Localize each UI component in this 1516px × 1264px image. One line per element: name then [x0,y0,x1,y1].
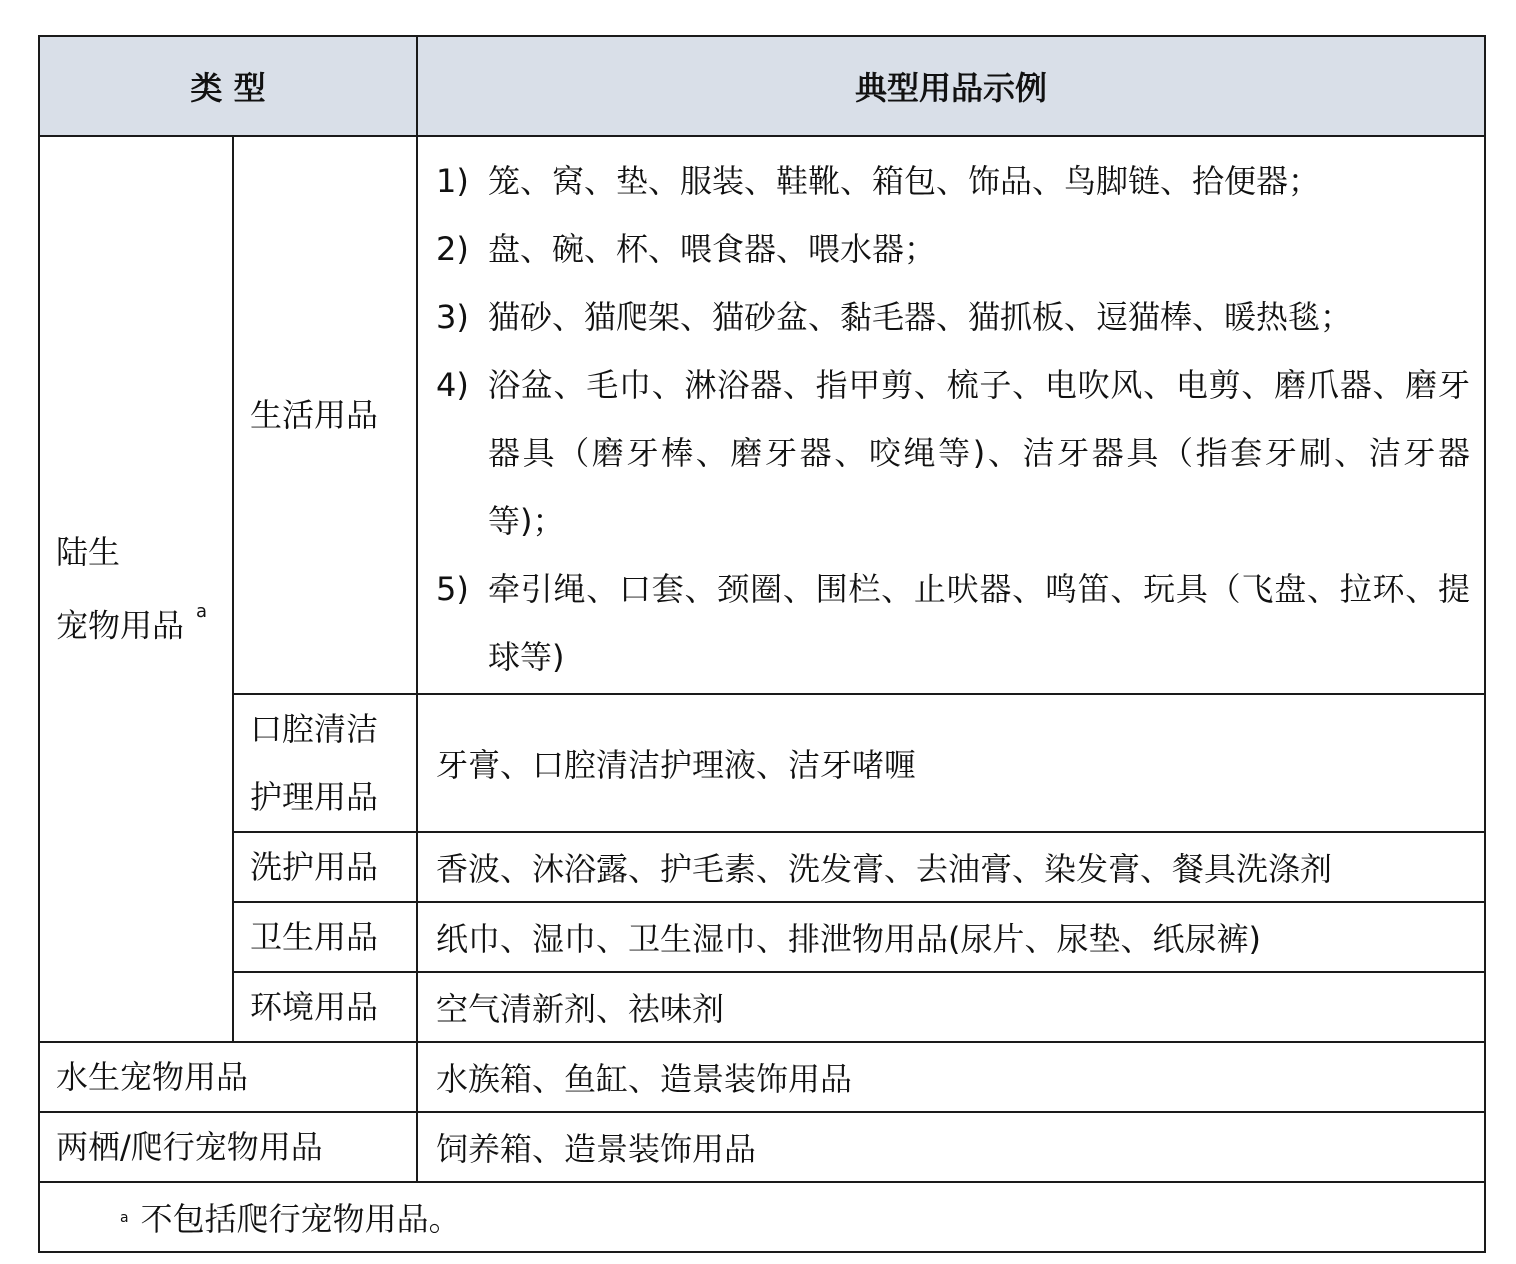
list-item-text: 猫砂、猫爬架、猫砂盆、黏毛器、猫抓板、逗猫棒、暖热毯； [488,298,1353,336]
list-item-text: 盘、碗、杯、喂食器、喂水器； [488,230,937,268]
list-item [436,555,1470,691]
category-terrestrial-line1: 陆生 [56,533,121,572]
examples-environment [417,972,1485,1042]
table-row [39,902,1485,972]
subcategory-environment-label: 环境用品 [250,988,379,1026]
header-examples [417,36,1485,136]
header-type [39,36,417,136]
subcategory-environment [233,972,417,1042]
list-item-text: 牵引绳、口套、颈圈、围栏、止吠器、鸣笛、玩具（飞盘、拉环、提球等) [488,570,1470,676]
examples-hygiene [417,902,1485,972]
category-reptile [39,1112,417,1182]
list-item [436,283,1470,351]
subcategory-oral-care [233,694,417,832]
table-row [39,972,1485,1042]
list-item-number: 3) [436,298,469,336]
footnote-text: 不包括爬行宠物用品。 [140,1200,461,1238]
list-item-number: 4) [436,366,469,404]
list-item-text: 笼、窝、垫、服装、鞋靴、箱包、饰品、鸟脚链、拾便器； [488,162,1321,200]
footnote-mark: a [196,601,208,623]
pet-supplies-table [38,35,1486,1253]
examples-hygiene-text: 纸巾、湿巾、卫生湿巾、排泄物用品(尿片、尿垫、纸尿裤) [436,920,1261,958]
examples-reptile [417,1112,1485,1182]
examples-reptile-text: 饲养箱、造景装饰用品 [436,1130,757,1168]
subcategory-washing [233,832,417,902]
footnote [39,1182,1485,1252]
header-type-label: 类 型 [190,69,266,107]
list-item [436,147,1470,215]
table-row [39,1042,1485,1112]
table-row [39,694,1485,832]
list-item-number: 1) [436,162,469,200]
subcategory-hygiene [233,902,417,972]
list-item-text: 浴盆、毛巾、淋浴器、指甲剪、梳子、电吹风、电剪、磨爪器、磨牙器具（磨牙棒、磨牙器、咬绳等)、洁牙器具（指套牙刷、洁牙器等)； [488,366,1470,540]
category-terrestrial [39,136,233,1042]
header-row [39,36,1485,136]
list-item-number: 5) [436,570,469,608]
list-item [436,351,1470,555]
category-reptile-label: 两栖/爬行宠物用品 [56,1128,323,1166]
subcategory-daily [233,136,417,694]
footnote-marker: a [120,1210,129,1226]
table-row [39,1112,1485,1182]
subcategory-oral-care-line1: 口腔清洁 [250,710,379,748]
subcategory-washing-label: 洗护用品 [250,848,379,886]
table-row [39,832,1485,902]
examples-aquatic-text: 水族箱、鱼缸、造景装饰用品 [436,1060,853,1098]
table-row [39,136,1485,694]
subcategory-daily-label: 生活用品 [250,396,379,434]
examples-daily [417,136,1485,694]
category-aquatic [39,1042,417,1112]
subcategory-oral-care-line2: 护理用品 [250,778,379,816]
list-item-number: 2) [436,230,469,268]
header-examples-label: 典型用品示例 [854,69,1047,107]
examples-washing [417,832,1485,902]
subcategory-hygiene-label: 卫生用品 [250,918,379,956]
examples-oral-care-text: 牙膏、口腔清洁护理液、洁牙啫喱 [436,746,917,784]
examples-washing-text: 香波、沐浴露、护毛素、洗发膏、去油膏、染发膏、餐具洗涤剂 [436,850,1333,888]
examples-oral-care [417,694,1485,832]
category-terrestrial-line2: 宠物用品 $^a$ [56,601,208,645]
examples-aquatic [417,1042,1485,1112]
list-item [436,215,1470,283]
examples-environment-text: 空气清新剂、祛味剂 [436,990,725,1028]
category-aquatic-label: 水生宠物用品 [56,1058,249,1096]
footnote-row [39,1182,1485,1252]
